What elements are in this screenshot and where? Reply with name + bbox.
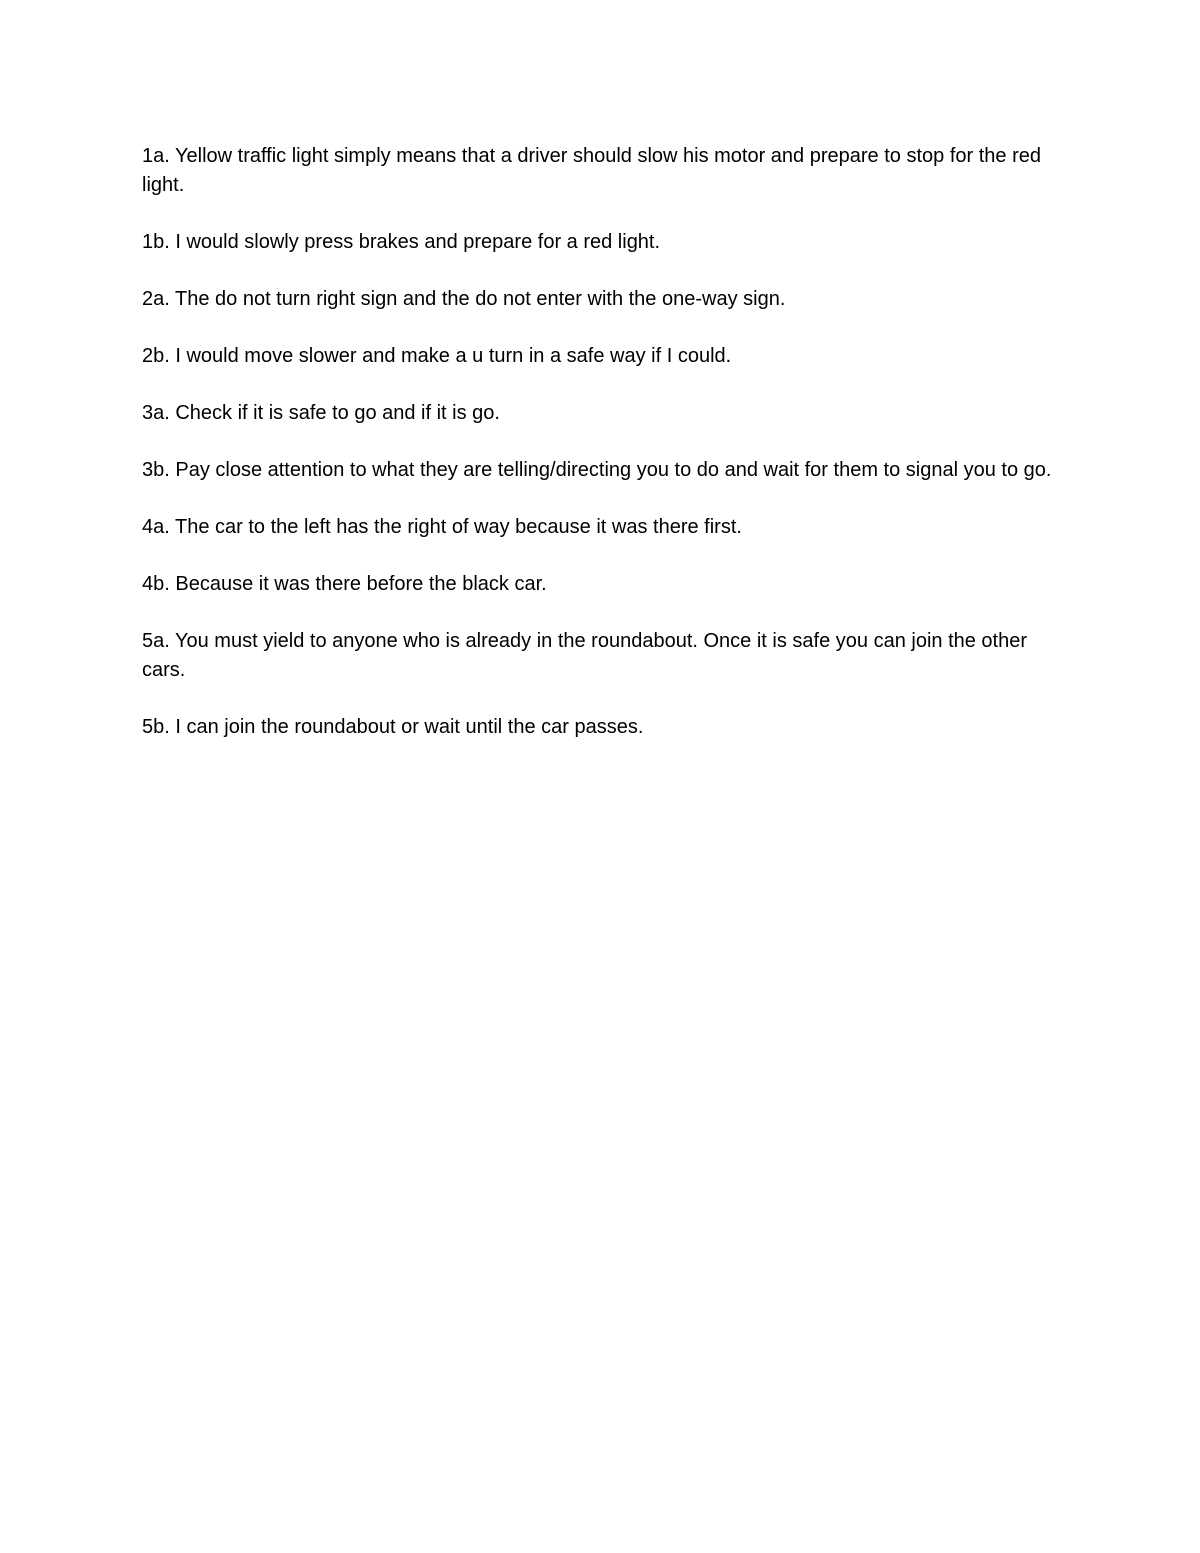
answer-2a: 2a. The do not turn right sign and the do not enter with the one-way sign. (142, 288, 786, 310)
answer-2b: 2b. I would move slower and make a u turn in a safe way if I could. (142, 345, 732, 367)
answer-3b: 3b. Pay close attention to what they are telling/directing you to do and wait for them to signal you to go. (142, 459, 1052, 481)
answer-5b: 5b. I can join the roundabout or wait until the car passes. (142, 716, 644, 738)
answer-4a: 4a. The car to the left has the right of way because it was there first. (142, 516, 742, 538)
answer-5a: 5a. You must yield to anyone who is already in the roundabout. Once it is safe you can join the other cars. (142, 630, 1028, 681)
document-body (142, 142, 1057, 770)
answer-1b: 1b. I would slowly press brakes and prepare for a red light. (142, 231, 661, 253)
answer-1a: 1a. Yellow traffic light simply means that a driver should slow his motor and prepare to stop for the red light. (142, 145, 1041, 196)
answer-3a: 3a. Check if it is safe to go and if it is go. (142, 402, 500, 424)
answer-4b: 4b. Because it was there before the black car. (142, 573, 547, 595)
